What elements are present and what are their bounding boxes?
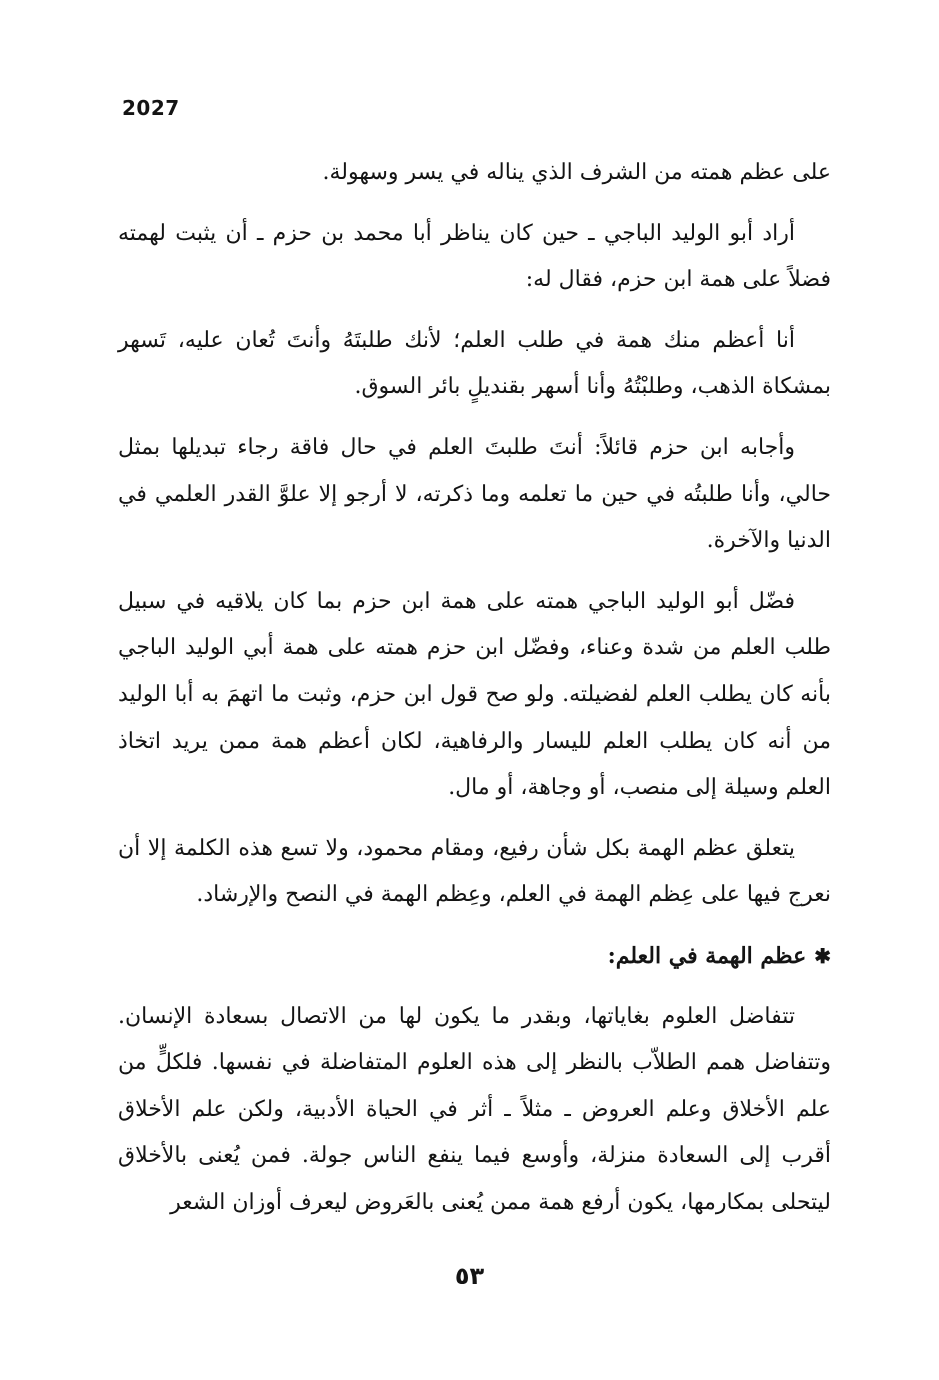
- paragraph-6: يتعلق عظم الهمة بكل شأن رفيع، ومقام محمود، ولا تسع هذه الكلمة إلا أن نعرج فيها على عِظم الهمة في العلم، وعِظم الهمة في النصح والإرشاد.: [118, 835, 831, 908]
- page-number: ٥٣: [454, 1262, 485, 1290]
- section-heading-text: عظم الهمة في العلم:: [607, 942, 807, 969]
- paragraph-7: تتفاضل العلوم بغاياتها، وبقدر ما يكون لها من الاتصال بسعادة الإنسان. وتتفاضل همم الطلاّب بالنظر إلى هذه العلوم المتفاضلة في نفسها. فلكلٍّ من علم الأخلاق وعلم العروض ـ مثلاً ـ أثر في الحياة الأدبية، ولكن علم الأخلاق أقرب إلى السعادة منزلة، وأوسع فيما ينفع الناس جولة. فمن يُعنى بالأخلاق ليتحلى بمكارمها، يكون أرفع همة ممن يُعنى بالعَروض ليعرف أوزان الشعر: [118, 1003, 831, 1215]
- paragraph-2: أراد أبو الوليد الباجي ـ حين كان يناظر أبا محمد بن حزم ـ أن يثبت لهمته فضلاً على همة ابن حزم، فقال له:: [118, 220, 831, 293]
- section-heading: [118, 933, 831, 980]
- page-id: 2027: [122, 96, 180, 120]
- paragraph-5: فضّل أبو الوليد الباجي همته على همة ابن حزم بما كان يلاقيه في سبيل طلب العلم من شدة وعناء، وفضّل ابن حزم همته على همة أبي الوليد الباجي بأنه كان يطلب العلم لفضيلته. ولو صح قول ابن حزم، وثبت ما اتهمَ به أبا الوليد من أنه كان يطلب العلم لليسار والرفاهية، لكان أعظم همة ممن يريد اتخاذ العلم وسيلة إلى منصب، أو وجاهة، أو مال.: [118, 588, 831, 801]
- paragraph-4: وأجابه ابن حزم قائلاً: أنتَ طلبتَ العلم في حال فاقة رجاء تبديلها بمثل حالي، وأنا طلبتُه في حين ما تعلمه وما ذكرته، لا أرجو إلا علوَّ القدر العلمي في الدنيا والآخرة.: [118, 434, 831, 554]
- body-text: [118, 150, 831, 1240]
- asterisk-bullet-icon: ✱: [814, 943, 831, 968]
- paragraph-1: على عظم همته من الشرف الذي يناله في يسر وسهولة.: [322, 160, 831, 185]
- paragraph-3: أنا أعظم منك همة في طلب العلم؛ لأنك طلبتَهُ وأنتَ تُعان عليه، تَسهر بمشكاة الذهب، وطلبْتُهُ وأنا أسهر بقنديلٍ بائر السوق.: [118, 327, 831, 400]
